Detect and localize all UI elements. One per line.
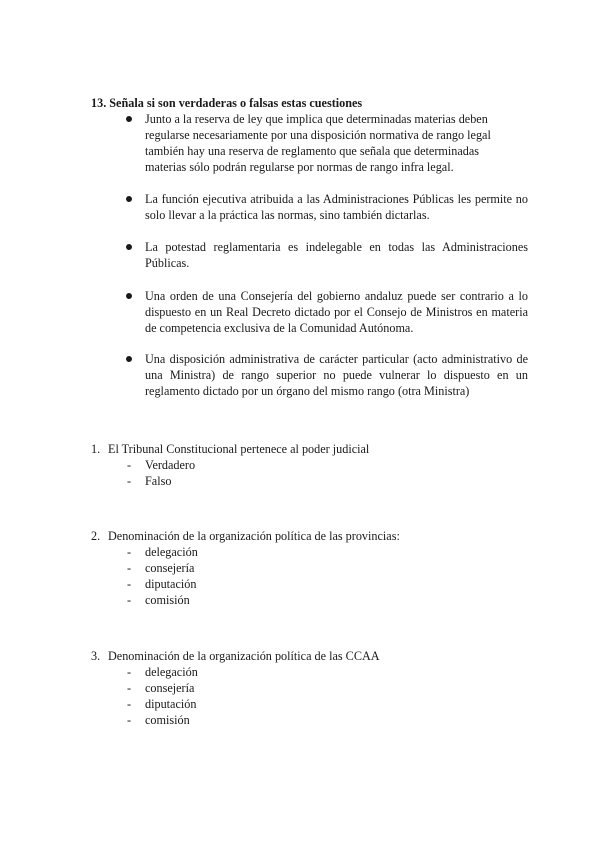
dash-marker: - xyxy=(127,561,132,575)
dash-marker: - xyxy=(127,593,132,607)
question-text: Denominación de la organización política de las CCAA xyxy=(108,649,380,663)
option-text: diputación xyxy=(145,697,197,711)
option-text: delegación xyxy=(145,665,198,679)
statement-item xyxy=(145,288,528,336)
dash-marker: - xyxy=(127,545,132,559)
question-number: 3. xyxy=(91,649,101,663)
dash-marker: - xyxy=(127,665,132,679)
option-text: Verdadero xyxy=(145,458,196,472)
bullet-icon xyxy=(126,116,132,122)
statement-text: Junto a la reserva de ley que implica que determinadas materias deben regularse necesariamente por una disposición normativa de rango legal también hay una reserva de reglamento que señala que determinadas materias sólo podrán regularse por normas de rango infra legal. xyxy=(145,112,491,174)
question-text: El Tribunal Constitucional pertenece al poder judicial xyxy=(108,442,370,456)
dash-marker: - xyxy=(127,577,132,591)
dash-marker: - xyxy=(127,681,132,695)
statement-item xyxy=(145,111,528,175)
option-text: diputación xyxy=(145,577,197,591)
option-text: comisión xyxy=(145,593,190,607)
statement-item xyxy=(145,239,528,271)
question-number: 2. xyxy=(91,529,101,543)
statement-text: Una disposición administrativa de carácter particular (acto administrativo de una Ministra) de rango superior no puede vulnerar lo dispuesto en un reglamento dictado por un órgano del mismo rango (otra Ministra) xyxy=(145,352,528,398)
bullet-icon xyxy=(126,244,132,250)
statement-text: La potestad reglamentaria es indelegable en todas las Administraciones Públicas. xyxy=(145,240,528,270)
option-text: delegación xyxy=(145,545,198,559)
question-text: Denominación de la organización política de las provincias: xyxy=(108,529,400,543)
option-text: Falso xyxy=(145,474,172,488)
option-text: consejería xyxy=(145,561,195,575)
question-number: 1. xyxy=(91,442,101,456)
section-title: 13. Señala si son verdaderas o falsas estas cuestiones xyxy=(91,96,363,110)
option-text: consejería xyxy=(145,681,195,695)
dash-marker: - xyxy=(127,697,132,711)
statement-text: Una orden de una Consejería del gobierno andaluz puede ser contrario a lo dispuesto en un Real Decreto dictado por el Consejo de Ministros en materia de competencia exclusiva de la Comunidad Autónoma. xyxy=(145,289,528,335)
dash-marker: - xyxy=(127,458,132,472)
dash-marker: - xyxy=(127,474,132,488)
dash-marker: - xyxy=(127,713,132,727)
statement-item xyxy=(145,351,528,399)
bullet-icon xyxy=(126,293,132,299)
bullet-icon xyxy=(126,196,132,202)
statement-text: La función ejecutiva atribuida a las Administraciones Públicas les permite no solo llevar a la práctica las normas, sino también dictarlas. xyxy=(145,192,528,222)
option-text: comisión xyxy=(145,713,190,727)
statement-item xyxy=(145,191,528,223)
bullet-icon xyxy=(126,356,132,362)
